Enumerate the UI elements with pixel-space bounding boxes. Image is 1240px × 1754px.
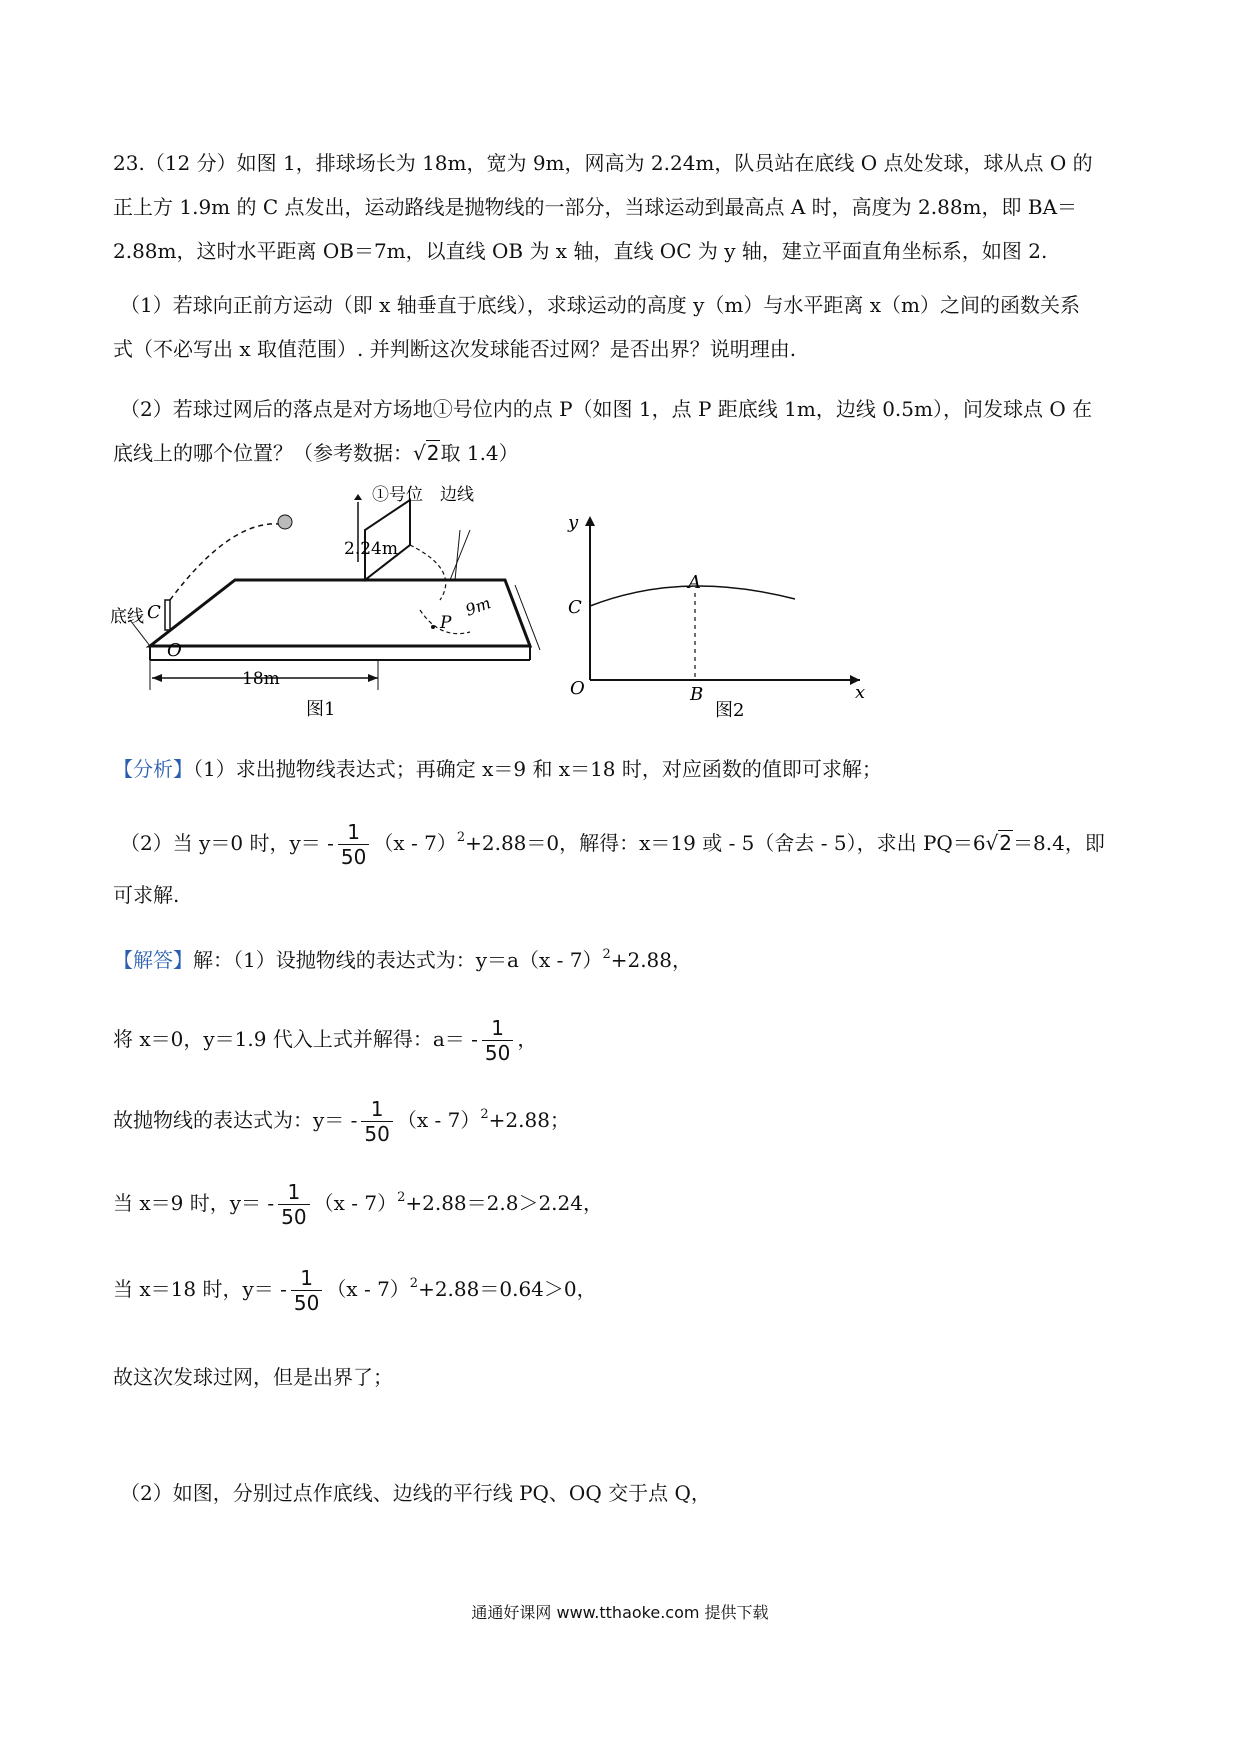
analysis-line-2: （2）当 y＝0 时，y＝ - $\frac{1}{50}$ （x - 7）$^2$+2.88＝0，解得：x＝19 或 - 5（舍去 - 5），求出 PQ＝6√2＝8.4，即 <box>120 820 1105 869</box>
solution-line-5: 当 x＝18 时，y＝ - $\frac{1}{50}$ （x - 7）$^2$+2.88＝0.64＞0， <box>113 1266 597 1315</box>
analysis-text-2c: +2.88＝0，解得：x＝19 或 - 5（舍去 - 5），求出 PQ＝6 <box>465 831 986 855</box>
figure-1-caption: 图1 <box>306 699 336 720</box>
y-axis-arrow <box>585 516 595 526</box>
sqrt-symbol: √2 <box>985 831 1013 855</box>
problem-score: （12 分） <box>144 151 237 175</box>
solution-text-1a: 解：（1）设抛物线的表达式为：y＝a（x - 7） <box>193 948 603 972</box>
question-2-line-1: （2）若球过网后的落点是对方场地①号位内的点 P（如图 1，点 P 距底线 1m，边线 0.5m），问发球点 O 在 <box>120 397 1093 421</box>
label-y-axis: y <box>568 512 579 533</box>
figure-2-caption: 图2 <box>715 700 745 721</box>
label-width: 9m <box>462 593 494 620</box>
question-2-line-2 <box>113 440 519 466</box>
label-x-axis: x <box>855 682 866 703</box>
arrow-right <box>368 674 378 682</box>
footer-text: 通通好课网 www.tthaoke.com 提供下载 <box>471 1603 769 1622</box>
analysis-text-1: （1）求出抛物线表达式；再确定 x＝9 和 x＝18 时，对应函数的值即可求解； <box>193 757 882 781</box>
problem-stem-line-2: 正上方 1.9m 的 C 点发出，运动路线是抛物线的一部分，当球运动到最高点 A 时，高度为 2.88m，即 BA＝ <box>113 195 1078 219</box>
label-c: C <box>147 602 161 623</box>
solution-line-3: 故抛物线的表达式为：y＝ - $\frac{1}{50}$ （x - 7）$^2$+2.88； <box>113 1097 570 1146</box>
ball-icon <box>278 515 292 529</box>
solution-line-1: 【解答】解：（1）设抛物线的表达式为：y＝a（x - 7）$^2$+2.88， <box>113 947 693 972</box>
solution-line-2: 将 x＝0，y＝1.9 代入上式并解得：a＝ - $\frac{1}{50}$ ， <box>113 1016 538 1065</box>
solution-line-7: （2）如图，分别过点作底线、边线的平行线 PQ、OQ 交于点 Q， <box>120 1481 711 1505</box>
label-a: A <box>688 572 701 593</box>
label-b: B <box>690 684 704 705</box>
question-1-line-1: （1）若球向正前方运动（即 x 轴垂直于底线），求球运动的高度 y（m）与水平距离 x（m）之间的函数关系 <box>120 293 1080 317</box>
analysis-text-2b: （x - 7） <box>373 831 457 855</box>
label-p: P <box>440 613 452 633</box>
point-p-dot <box>431 625 435 629</box>
label-length: 18m <box>242 669 280 689</box>
solution-line-6: 故这次发球过网，但是出界了； <box>113 1365 393 1389</box>
analysis-text-2d: ＝8.4，即 <box>1013 831 1105 855</box>
solution-line-4: 当 x＝9 时，y＝ - $\frac{1}{50}$ （x - 7）$^2$+2.88＝2.8＞2.24， <box>113 1180 603 1229</box>
sqrt-radicand: 2 <box>426 441 440 465</box>
label-baseline: 底线 <box>110 607 144 627</box>
arrow-head-top <box>354 494 362 500</box>
sqrt-symbol: √2 <box>413 441 440 465</box>
fraction: $\frac{1}{50}$ <box>361 1097 392 1146</box>
fraction: $\frac{1}{50}$ <box>291 1266 322 1315</box>
question-2-text-end: 取 1.4） <box>440 441 519 465</box>
court-diagram <box>110 485 540 720</box>
arrow-left <box>152 674 162 682</box>
position-leader <box>455 530 460 580</box>
label-o: O <box>167 640 182 661</box>
label-c: C <box>568 597 582 618</box>
fraction: $\frac{1}{50}$ <box>278 1180 309 1229</box>
label-position: ①号位 <box>372 485 423 505</box>
question-1-line-2: 式（不必写出 x 取值范围）. 并判断这次发球能否过网？是否出界？说明理由. <box>113 337 797 361</box>
solution-tag: 【解答】 <box>113 948 193 972</box>
solution-text-1b: +2.88， <box>610 948 693 972</box>
label-sideline: 边线 <box>440 485 474 505</box>
problem-stem-line-1 <box>113 150 1093 176</box>
question-2-text: 底线上的哪个位置？（参考数据： <box>113 441 413 465</box>
landing-trajectory <box>410 545 446 600</box>
analysis-line-3: 可求解. <box>113 883 180 907</box>
label-o: O <box>570 678 585 699</box>
label-net-height: 2.24m <box>344 539 398 559</box>
analysis-text-2a: （2）当 y＝0 时，y＝ - <box>120 831 334 855</box>
analysis-tag: 【分析】 <box>113 757 193 781</box>
figure-1-volleyball-court <box>110 485 540 720</box>
analysis-line-1 <box>113 756 882 782</box>
stem-text-1: 如图 1，排球场长为 18m，宽为 9m，网高为 2.24m，队员站在底线 O 点处发球，球从点 O 的 <box>236 151 1093 175</box>
problem-number: 23. <box>113 151 145 175</box>
figure-2-coordinate-graph <box>560 508 880 728</box>
fraction: $\frac{1}{50}$ <box>338 820 369 869</box>
problem-stem-line-3: 2.88m，这时水平距离 OB＝7m，以直线 OB 为 x 轴，直线 OC 为 y 轴，建立平面直角坐标系，如图 2. <box>113 239 1048 263</box>
sideline-leader <box>450 530 470 580</box>
fraction: $\frac{1}{50}$ <box>482 1016 513 1065</box>
parabola-graph <box>560 508 880 728</box>
post-c <box>165 600 170 630</box>
